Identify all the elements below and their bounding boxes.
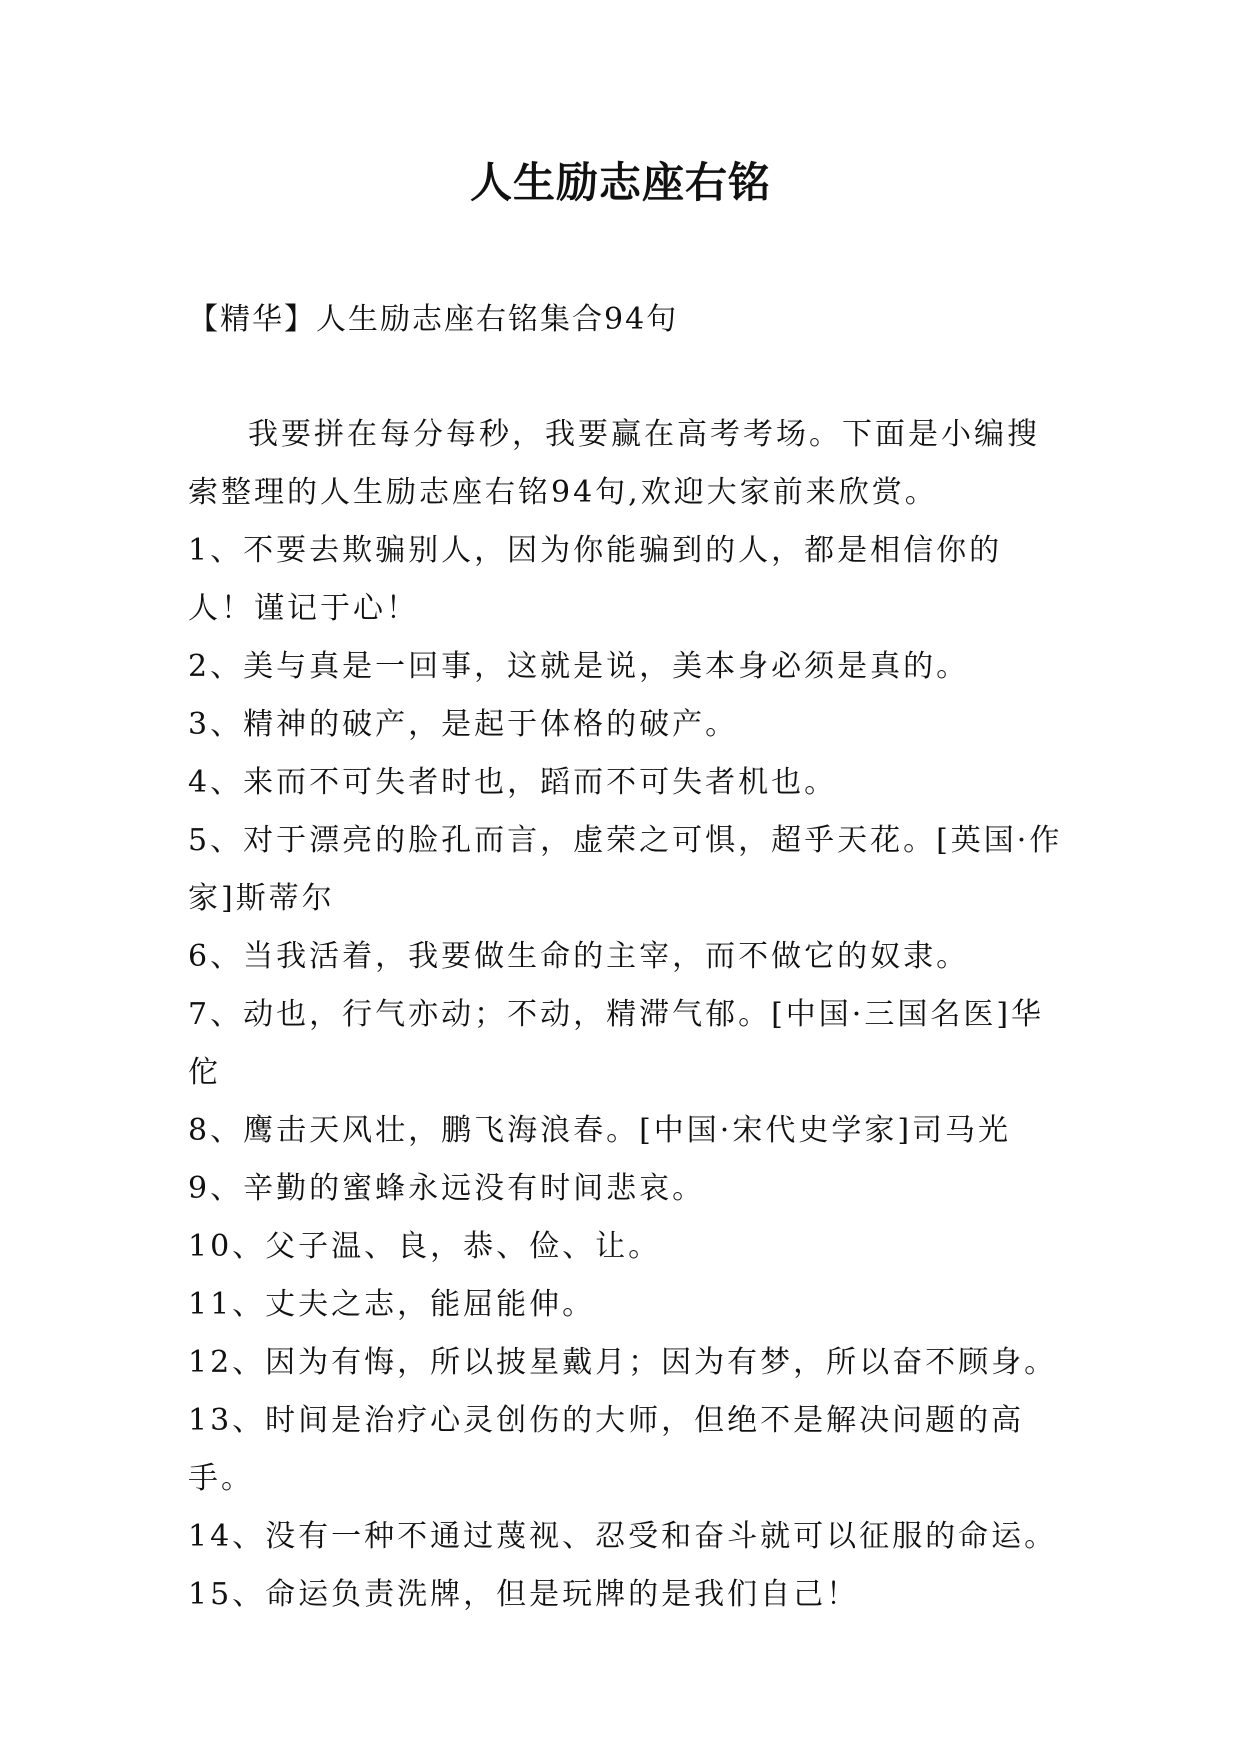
quote-item: 9、辛勤的蜜蜂永远没有时间悲哀。: [188, 1171, 706, 1206]
quote-item: 3、精神的破产，是起于体格的破产。: [188, 707, 739, 742]
quote-item: 11、丈夫之志，能屈能伸。: [188, 1287, 596, 1322]
quote-item: 6、当我活着，我要做生命的主宰，而不做它的奴隶。: [188, 939, 970, 974]
quote-item: 14、没有一种不通过蔑视、忍受和奋斗就可以征服的命运。: [188, 1519, 1058, 1554]
quote-item: 8、鹰击天风壮，鹏飞海浪春。[中国·宋代史学家]司马光: [188, 1113, 1012, 1148]
quote-item: 4、来而不可失者时也，蹈而不可失者机也。: [188, 765, 838, 800]
intro-paragraph: 我要拼在每分每秒，我要赢在高考考场。下面是小编搜索整理的人生励志座右铭94句,欢迎大家前来欣赏。: [188, 417, 1040, 510]
document-title: 人生励志座右铭: [469, 158, 771, 207]
quote-item: 15、命运负责洗牌，但是玩牌的是我们自己！: [188, 1577, 860, 1612]
quote-item: 7、动也，行气亦动；不动，精滞气郁。[中国·三国名医]华佗: [188, 997, 1045, 1090]
quote-item: 5、对于漂亮的脸孔而言，虚荣之可惧，超乎天花。[英国·作家]斯蒂尔: [188, 823, 1063, 916]
document-body: [188, 406, 1068, 1624]
quote-item: 10、父子温、良，恭、俭、让。: [188, 1229, 662, 1264]
quote-item: 13、时间是治疗心灵创伤的大师，但绝不是解决问题的高手。: [188, 1403, 1025, 1496]
document-subtitle: 【精华】人生励志座右铭集合94句: [188, 302, 679, 337]
quote-item: 12、因为有悔，所以披星戴月；因为有梦，所以奋不顾身。: [188, 1345, 1058, 1380]
quote-item: 1、不要去欺骗别人，因为你能骗到的人，都是相信你的人！谨记于心！: [188, 533, 1003, 626]
quote-item: 2、美与真是一回事，这就是说，美本身必须是真的。: [188, 649, 970, 684]
